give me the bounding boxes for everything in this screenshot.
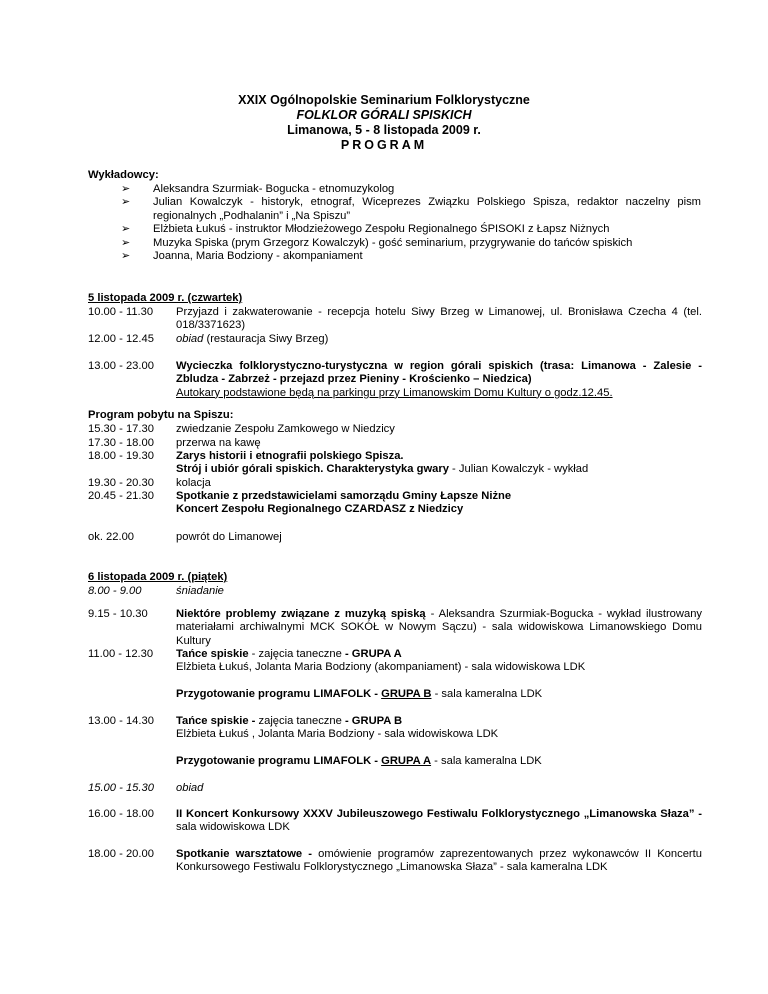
arrow-bullet-icon: ➢ xyxy=(121,236,131,249)
event-description: II Koncert Konkursowy XXXV Jubileuszowego Festiwalu Folklorystycznego „Limanowska Słaza” - sala widowiskowa LDK xyxy=(176,808,702,834)
time-slot: 20.45 - 21.30 xyxy=(88,490,154,502)
document-header xyxy=(0,93,768,153)
event-description: Przygotowanie programu LIMAFOLK - GRUPA B - sala kameralna LDK xyxy=(176,688,543,700)
time-slot: 15.30 - 17.30 xyxy=(88,423,154,435)
lecturer-item: ➢ Joanna, Maria Bodziony - akompaniament xyxy=(121,250,363,263)
event-description: powrót do Limanowej xyxy=(176,531,282,543)
time-slot: 8.00 - 9.00 xyxy=(88,585,142,597)
lecturer-item: ➢ Julian Kowalczyk - historyk, etnograf, Wiceprezes Związku Polskiego Spisza, redaktor naczelny pism regionalnych „Podhalanin” i „Na Spiszu” xyxy=(121,196,701,222)
lecturer-item: ➢ Muzyka Spiska (prym Grzegorz Kowalczyk) - gość seminarium, przygrywanie do tańców spiskich xyxy=(121,236,633,249)
lecturers-list xyxy=(121,183,701,263)
day-heading-friday: 6 listopada 2009 r. (piątek) xyxy=(88,571,228,583)
event-description: Przyjazd i zakwaterowanie - recepcja hotelu Siwy Brzeg w Limanowej, ul. Bronisława Czecha 4 (tel. 018/3371623) xyxy=(176,306,702,332)
event-description: Przygotowanie programu LIMAFOLK - GRUPA A - sala kameralna LDK xyxy=(176,755,542,767)
arrow-bullet-icon: ➢ xyxy=(121,250,131,263)
lecturer-item: ➢ Elżbieta Łukuś - instruktor Młodzieżowego Zespołu Regionalnego ŚPISOKI z Łapsz Niżnych xyxy=(121,223,610,236)
time-slot: 13.00 - 14.30 xyxy=(88,715,154,727)
time-slot: 15.00 - 15.30 xyxy=(88,782,154,794)
event-description: Tańce spiskie - zajęcia taneczne - GRUPA A Elżbieta Łukuś, Jolanta Maria Bodziony (akompaniament) - sala widowiskowa LDK xyxy=(176,648,586,674)
event-description: Tańce spiskie - zajęcia taneczne - GRUPA B Elżbieta Łukuś , Jolanta Maria Bodziony - sala widowiskowa LDK xyxy=(176,715,499,741)
day-heading-thursday: 5 listopada 2009 r. (czwartek) xyxy=(88,292,243,304)
lecturers-heading: Wykładowcy: xyxy=(88,169,159,181)
event-description: kolacja xyxy=(176,477,211,489)
time-slot: 12.00 - 12.45 xyxy=(88,333,154,345)
arrow-bullet-icon: ➢ xyxy=(121,183,131,195)
bus-notice: Autokary podstawione będą na parkingu przy Limanowskim Domu Kultury o godz.12.45. xyxy=(176,386,613,399)
event-description: obiad (restauracja Siwy Brzeg) xyxy=(176,333,329,345)
event-description: obiad xyxy=(176,782,204,794)
seminar-place-date: Limanowa, 5 - 8 listopada 2009 r. xyxy=(287,123,481,137)
event-description: Spotkanie z przedstawicielami samorządu Gminy Łapsze Niżne Koncert Zespołu Regionalnego CZARDASZ z Niedzicy xyxy=(176,490,512,516)
seminar-title: XXIX Ogólnopolskie Seminarium Folklorystyczne xyxy=(238,93,530,107)
time-slot: 11.00 - 12.30 xyxy=(88,648,154,660)
time-slot: 18.00 - 19.30 xyxy=(88,450,154,462)
time-slot: 13.00 - 23.00 xyxy=(88,360,154,372)
arrow-bullet-icon: ➢ xyxy=(121,223,131,236)
lecturer-item: ➢ Aleksandra Szurmiak- Bogucka - etnomuzykolog xyxy=(121,183,395,195)
seminar-subtitle: FOLKLOR GÓRALI SPISKICH xyxy=(296,108,472,122)
event-description: Zarys historii i etnografii polskiego Spisza. Strój i ubiór górali spiskich. Charakterystyka gwary - Julian Kowalczyk - wykład xyxy=(176,450,589,476)
time-slot: 19.30 - 20.30 xyxy=(88,477,154,489)
event-description: śniadanie xyxy=(176,585,224,597)
time-slot: 17.30 - 18.00 xyxy=(88,437,154,449)
event-description: Niektóre problemy związane z muzyką spiską - Aleksandra Szurmiak-Bogucka - wykład ilustrowany materiałami archiwalnymi MCK SOKÓŁ w Nowym Sączu) - sala widowiskowa Limanowskiego Domu Kultury xyxy=(176,608,703,647)
event-description: Spotkanie warsztatowe - omówienie programów zaprezentowanych przez wykonawców II Koncertu Konkursowego Festiwalu Folklorystycznego „Limanowska Słaza” - sala kameralna LDK xyxy=(176,848,702,874)
spisz-program-heading: Program pobytu na Spiszu: xyxy=(88,409,234,421)
time-slot: 18.00 - 20.00 xyxy=(88,848,154,860)
event-description: przerwa na kawę xyxy=(176,437,261,449)
time-slot: 10.00 - 11.30 xyxy=(88,306,154,318)
program-heading: PROGRAM xyxy=(340,138,428,152)
arrow-bullet-icon: ➢ xyxy=(121,196,131,209)
time-slot: 16.00 - 18.00 xyxy=(88,808,154,820)
event-description: zwiedzanie Zespołu Zamkowego w Niedzicy xyxy=(176,423,395,435)
time-slot: ok. 22.00 xyxy=(88,531,135,543)
event-description: Wycieczka folklorystyczno-turystyczna w region górali spiskich (trasa: Limanowa - Zalesie - Zbludza - Zabrzeż - przejazd przez Pieniny - Krościenko – Niedzica) Autokary podstawione będą na parkingu przy Limanowskim Domu Kultury o godz.12.45. xyxy=(176,360,702,399)
time-slot: 9.15 - 10.30 xyxy=(88,608,148,620)
